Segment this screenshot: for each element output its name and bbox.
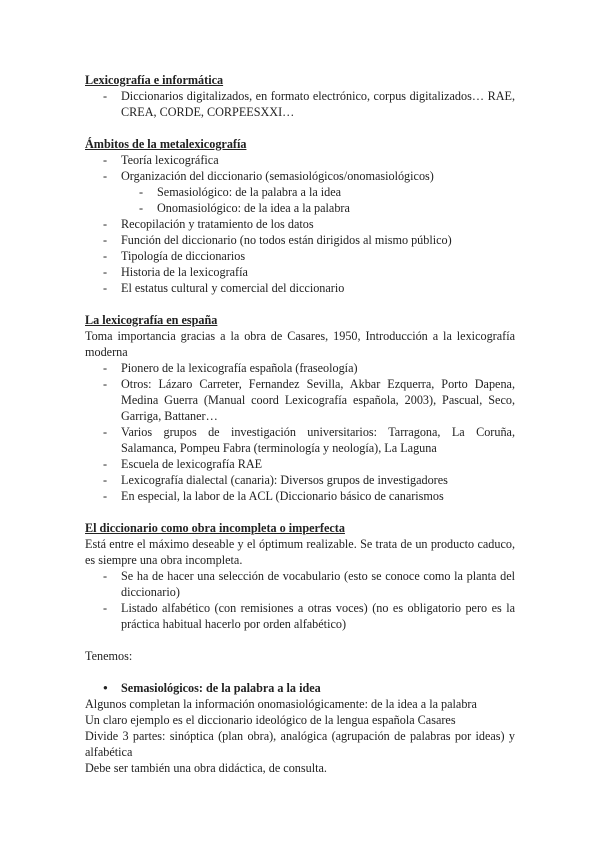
list-lexicografia-espana [85, 360, 515, 504]
list-ambitos [85, 152, 515, 184]
list-item: - Se ha de hacer una selección de vocabulario (esto se conoce como la planta del diccionario) [85, 568, 515, 600]
paragraph-line: Algunos completan la información onomasiológicamente: de la idea a la palabra [85, 697, 477, 711]
list-item: - En especial, la labor de la ACL (Diccionario básico de canarismos [85, 488, 515, 504]
paragraph-tenemos: Tenemos: [85, 649, 133, 663]
list-item: - Teoría lexicográfica [85, 152, 515, 168]
section-heading-ambitos: Ámbitos de la metalexicografía [85, 137, 247, 151]
paragraph-intro: Toma importancia gracias a la obra de Casares, 1950, Introducción a la lexicografía moderna [85, 329, 515, 359]
section-heading-diccionario-incompleto: El diccionario como obra incompleta o imperfecta [85, 521, 345, 535]
list-item: - Listado alfabético (con remisiones a otras voces) (no es obligatorio pero es la práctica habitual hacerlo por orden alfabético) [85, 600, 515, 632]
list-diccionario-incompleto [85, 568, 515, 632]
list-item: - Tipología de diccionarios [85, 248, 515, 264]
paragraph-line: Debe ser también una obra didáctica, de consulta. [85, 761, 327, 775]
list-item: - Diccionarios digitalizados, en formato electrónico, corpus digitalizados… RAE, CREA, CORDE, CORPEESXXI… [85, 88, 515, 120]
bullet-heading-semasiologicos: ● Semasiológicos: de la palabra a la idea [85, 680, 515, 696]
list-item: - Función del diccionario (no todos están dirigidos al mismo público) [85, 232, 515, 248]
list-item: - Pionero de la lexicografía española (fraseología) [85, 360, 515, 376]
list-item: - Historia de la lexicografía [85, 264, 515, 280]
section-heading-lexicografia-espana: La lexicografía en españa [85, 313, 218, 327]
list-item: - Otros: Lázaro Carreter, Fernandez Sevilla, Akbar Ezquerra, Porto Dapena, Medina Guerra (Manual coord Lexicografía española, 2003), Pascual, Seco, Garriga, Battaner… [85, 376, 515, 424]
list-lexicografia-informatica [85, 88, 515, 120]
paragraph-intro: Está entre el máximo deseable y el óptimum realizable. Se trata de un producto caduco, es siempre una obra incompleta. [85, 537, 515, 567]
list-ambitos-continued [85, 216, 515, 296]
section-heading-lexicografia-informatica: Lexicografía e informática [85, 73, 224, 87]
sublist-ambitos [85, 184, 515, 216]
list-item: - El estatus cultural y comercial del diccionario [85, 280, 515, 296]
paragraph-line: Divide 3 partes: sinóptica (plan obra), analógica (agrupación de palabras por ideas) y alfabética [85, 729, 515, 759]
list-item: - Organización del diccionario (semasiológicos/onomasiológicos) [85, 168, 515, 184]
list-item: - Escuela de lexicografía RAE [85, 456, 515, 472]
sub-list-item: - Semasiológico: de la palabra a la idea [85, 184, 515, 200]
sub-list-item: - Onomasiológico: de la idea a la palabra [85, 200, 515, 216]
list-item: - Varios grupos de investigación universitarios: Tarragona, La Coruña, Salamanca, Pompeu Fabra (terminología y neología), La Laguna [85, 424, 515, 456]
paragraph-line: Un claro ejemplo es el diccionario ideológico de la lengua española Casares [85, 713, 456, 727]
list-item: - Recopilación y tratamiento de los datos [85, 216, 515, 232]
document-page [85, 72, 515, 776]
list-item: - Lexicografía dialectal (canaria): Diversos grupos de investigadores [85, 472, 515, 488]
